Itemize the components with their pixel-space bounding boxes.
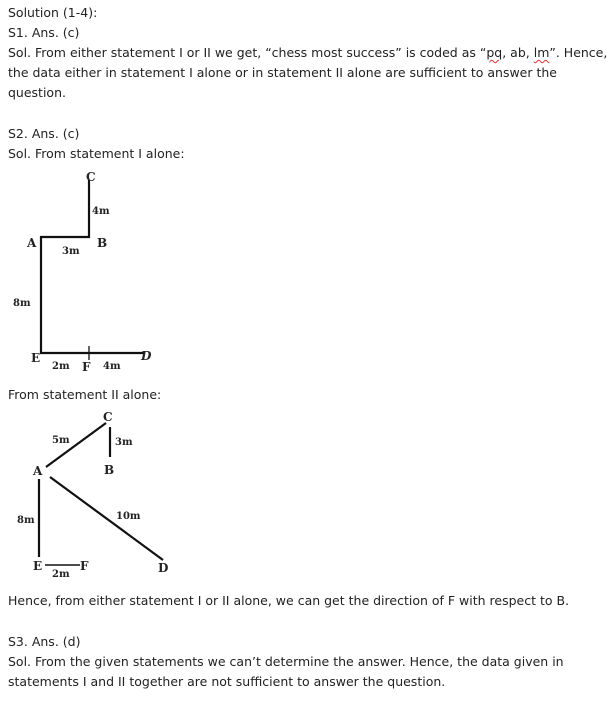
s3-answer: S3. Ans. (d)	[8, 634, 81, 649]
dim-ab: 3m	[62, 246, 80, 257]
dim-ae: 8m	[17, 515, 35, 526]
point-a: A	[27, 236, 37, 250]
s3-solution-line2: statements I and II together are not sufficient to answer the question.	[8, 674, 446, 689]
dim-ef: 2m	[52, 361, 70, 372]
dim-ad: 10m	[116, 511, 141, 522]
s2-statement2-intro: From statement II alone:	[8, 387, 162, 402]
s2-conclusion: Hence, from either statement I or II alone, we can get the direction of F with respect to B.	[8, 593, 570, 608]
s1-solution-line2: the data either in statement I alone or in statement II alone are sufficient to answer the	[8, 65, 557, 80]
s1-code-pq: pq	[486, 45, 503, 60]
diagram-statement-1	[0, 168, 609, 378]
s1-solution-line3: question.	[8, 85, 66, 100]
s1-sol-post: ”. Hence,	[549, 45, 608, 60]
dim-cb: 3m	[115, 437, 133, 448]
s1-answer: S1. Ans. (c)	[8, 25, 80, 40]
point-c: C	[86, 170, 96, 184]
dim-fd: 4m	[103, 361, 121, 372]
point-d: D	[158, 561, 169, 575]
line-a-d	[50, 477, 163, 560]
point-e: E	[31, 351, 41, 365]
s1-sol-pre: Sol. From either statement I or II we get, “chess most success” is coded as “	[8, 45, 487, 60]
dim-ef: 2m	[52, 569, 70, 580]
s1-solution-line1	[8, 43, 608, 63]
s1-code-lm: lm	[533, 45, 550, 60]
dim-ae: 8m	[13, 298, 31, 309]
point-a: A	[33, 464, 43, 478]
point-c: C	[103, 410, 113, 424]
diagram-statement-2	[0, 405, 609, 585]
dim-ac: 5m	[52, 435, 70, 446]
point-f: F	[82, 360, 91, 374]
point-b: B	[97, 236, 108, 250]
point-f: F	[80, 559, 89, 573]
dim-cb: 4m	[92, 206, 110, 217]
point-d: D	[141, 349, 152, 363]
s3-solution-line1: Sol. From the given statements we can’t determine the answer. Hence, the data given in	[8, 654, 564, 669]
point-e: E	[33, 559, 43, 573]
s1-sep: , ab,	[502, 45, 534, 60]
solution-heading: Solution (1-4):	[8, 5, 98, 20]
s2-solution-intro: Sol. From statement I alone:	[8, 146, 185, 161]
point-b: B	[104, 463, 115, 477]
s2-answer: S2. Ans. (c)	[8, 126, 80, 141]
